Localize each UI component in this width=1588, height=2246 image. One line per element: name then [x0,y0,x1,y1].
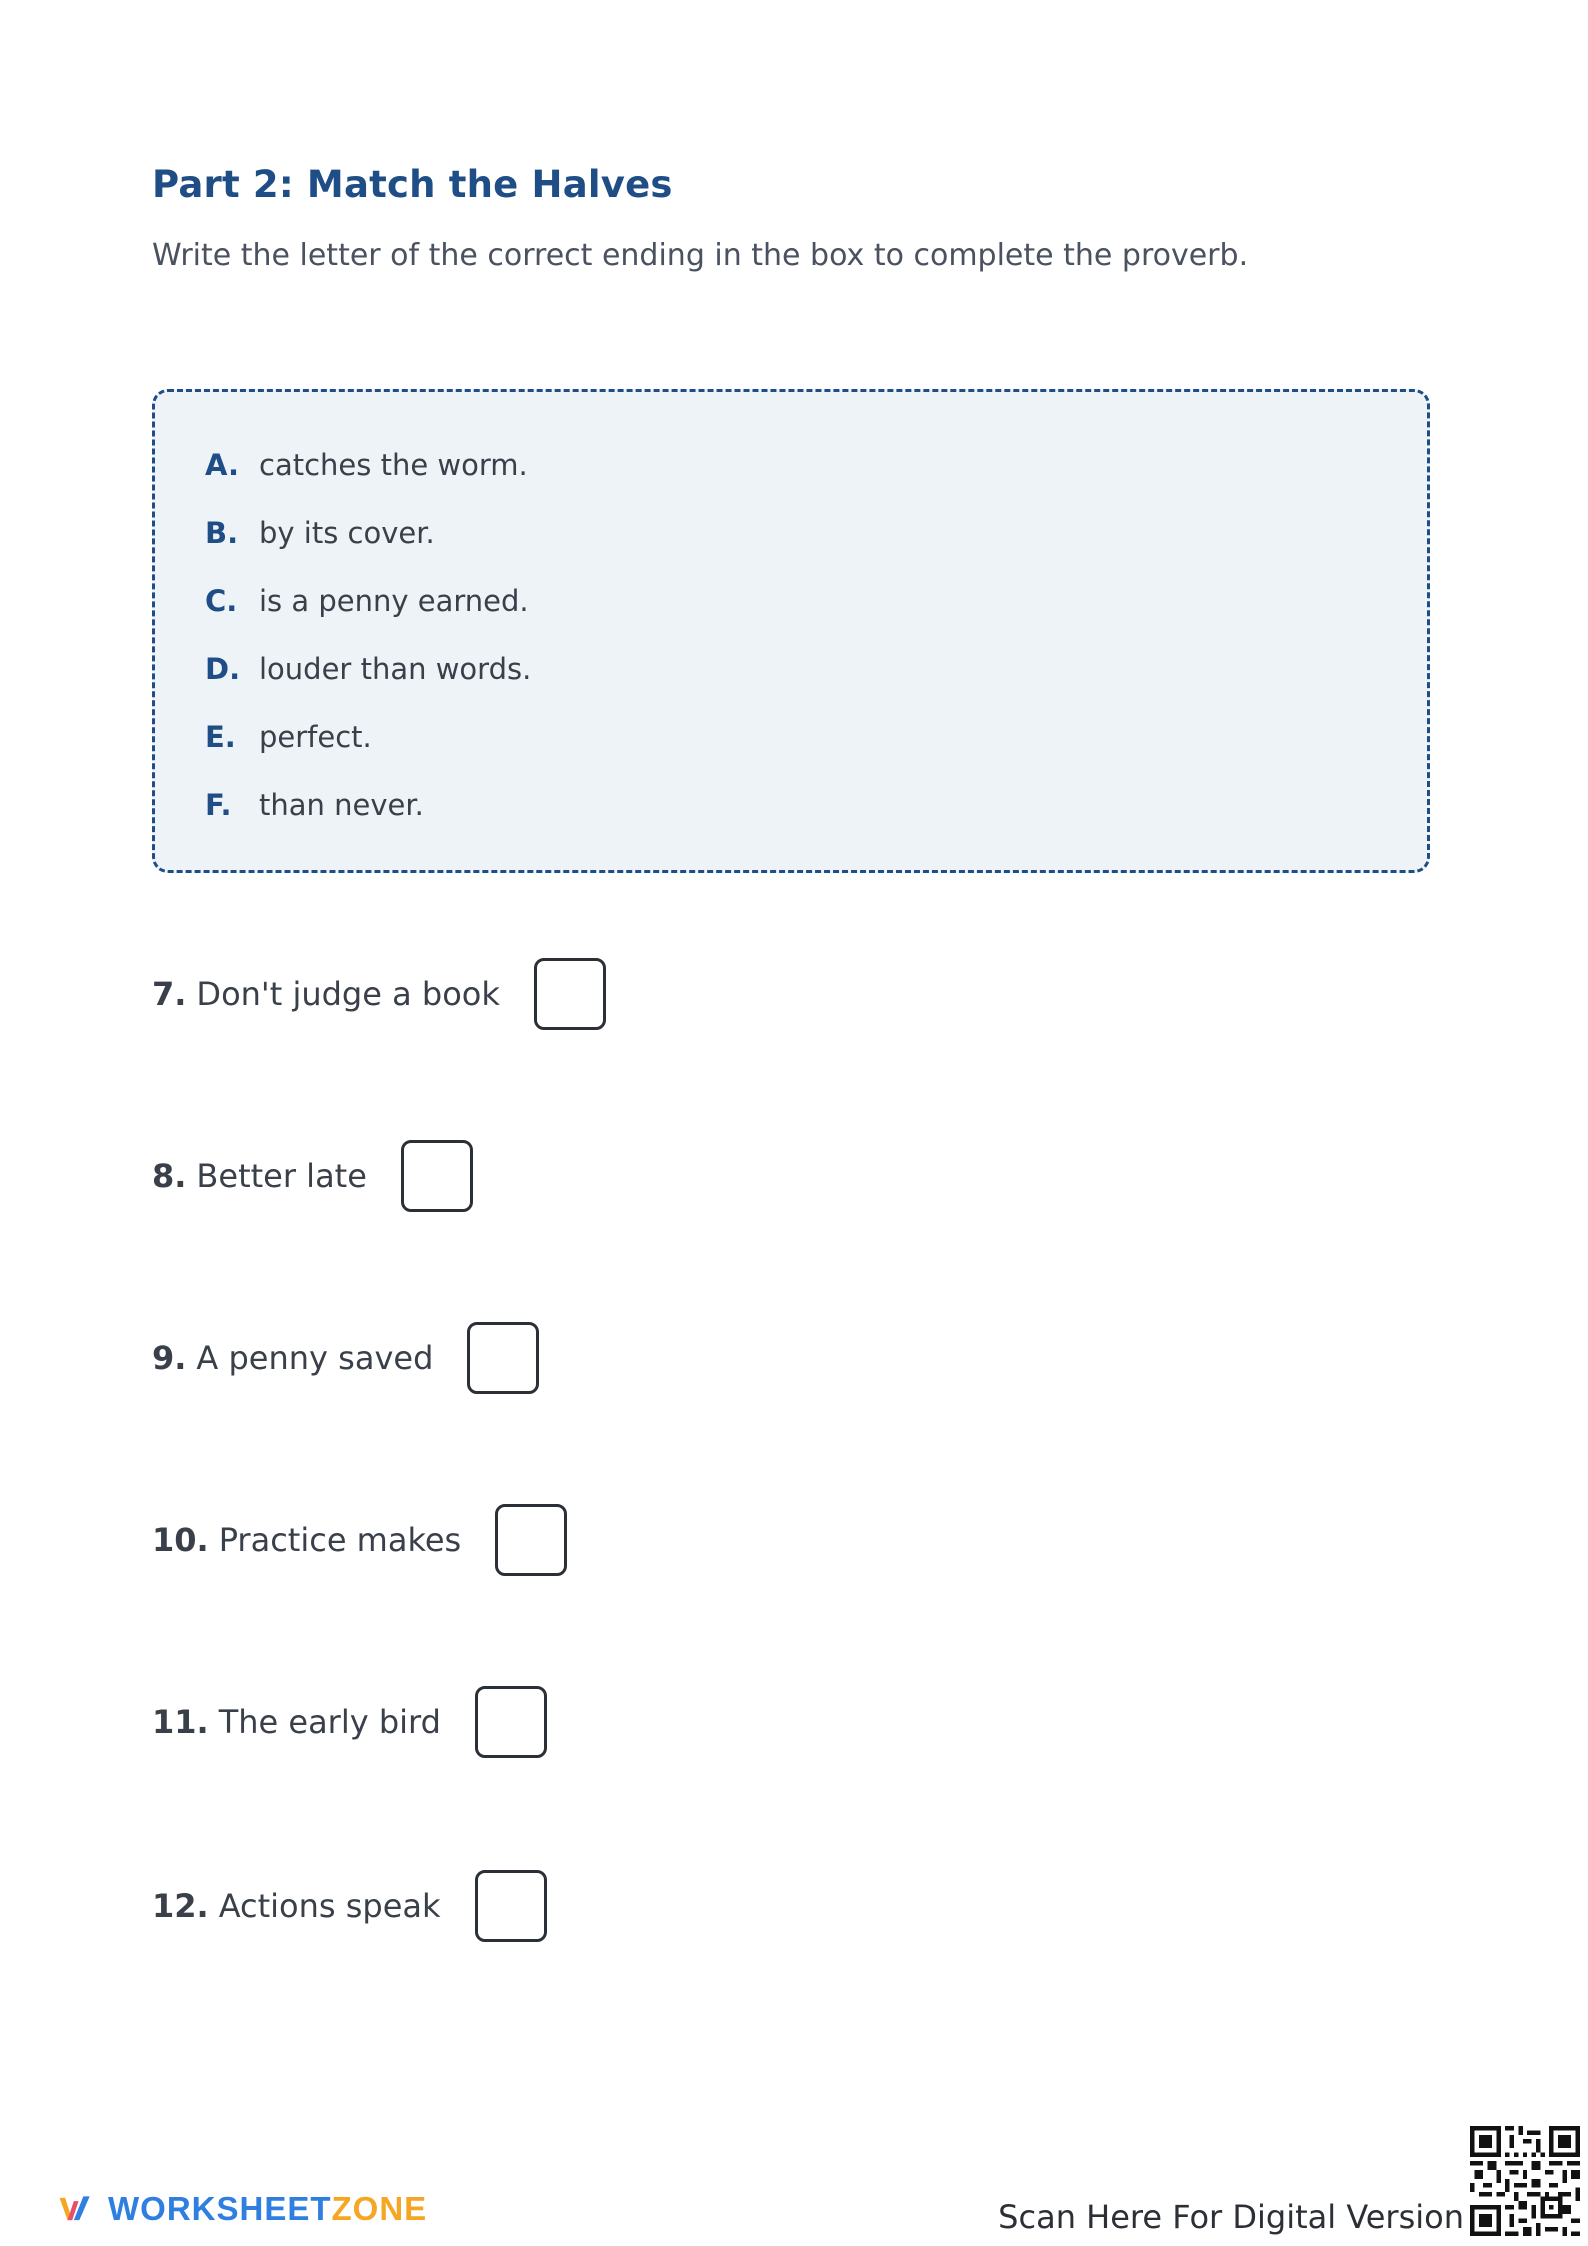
question-12 [152,1866,547,1946]
question-text: Don't judge a book [196,975,500,1013]
option-text: louder than words. [259,652,532,686]
question-number: 11. [152,1703,209,1741]
answer-box[interactable] [495,1504,567,1576]
answer-box[interactable] [401,1140,473,1212]
question-text: Actions speak [218,1887,441,1925]
w-logo-icon [58,2178,96,2240]
question-text: A penny saved [196,1339,434,1377]
option-a [205,448,528,482]
scan-label: Scan Here For Digital Version [998,2198,1464,2236]
option-text: catches the worm. [259,448,528,482]
option-c [205,584,529,618]
question-11 [152,1682,547,1762]
option-text: perfect. [259,720,372,754]
option-text: is a penny earned. [259,584,529,618]
question-number: 12. [152,1887,209,1925]
option-f [205,788,424,822]
question-number: 9. [152,1339,187,1377]
answer-box[interactable] [475,1686,547,1758]
question-number: 7. [152,975,187,1013]
question-text: Practice makes [218,1521,462,1559]
option-text: than never. [259,788,424,822]
answer-box[interactable] [475,1870,547,1942]
answer-box[interactable] [467,1322,539,1394]
option-letter: C. [205,584,238,618]
question-text: Better late [196,1157,367,1195]
question-9 [152,1318,539,1398]
qr-code-icon[interactable] [1470,2126,1580,2236]
brand-name: WORKSHEETZONE [108,2190,428,2227]
question-number: 10. [152,1521,209,1559]
question-10 [152,1500,567,1580]
option-b [205,516,435,550]
option-letter: E. [205,720,236,754]
word-bank-box [152,389,1430,873]
question-7 [152,954,606,1034]
answer-box[interactable] [534,958,606,1030]
option-letter: F. [205,788,232,822]
option-letter: B. [205,516,239,550]
worksheetzone-logo[interactable] [58,2178,427,2240]
option-letter: A. [205,448,239,482]
question-number: 8. [152,1157,187,1195]
option-letter: D. [205,652,241,686]
page-title: Part 2: Match the Halves [152,163,673,206]
question-8 [152,1136,473,1216]
option-e [205,720,372,754]
option-text: by its cover. [259,516,435,550]
option-d [205,652,531,686]
instructions: Write the letter of the correct ending in the box to complete the proverb. [152,238,1249,273]
question-text: The early bird [218,1703,441,1741]
